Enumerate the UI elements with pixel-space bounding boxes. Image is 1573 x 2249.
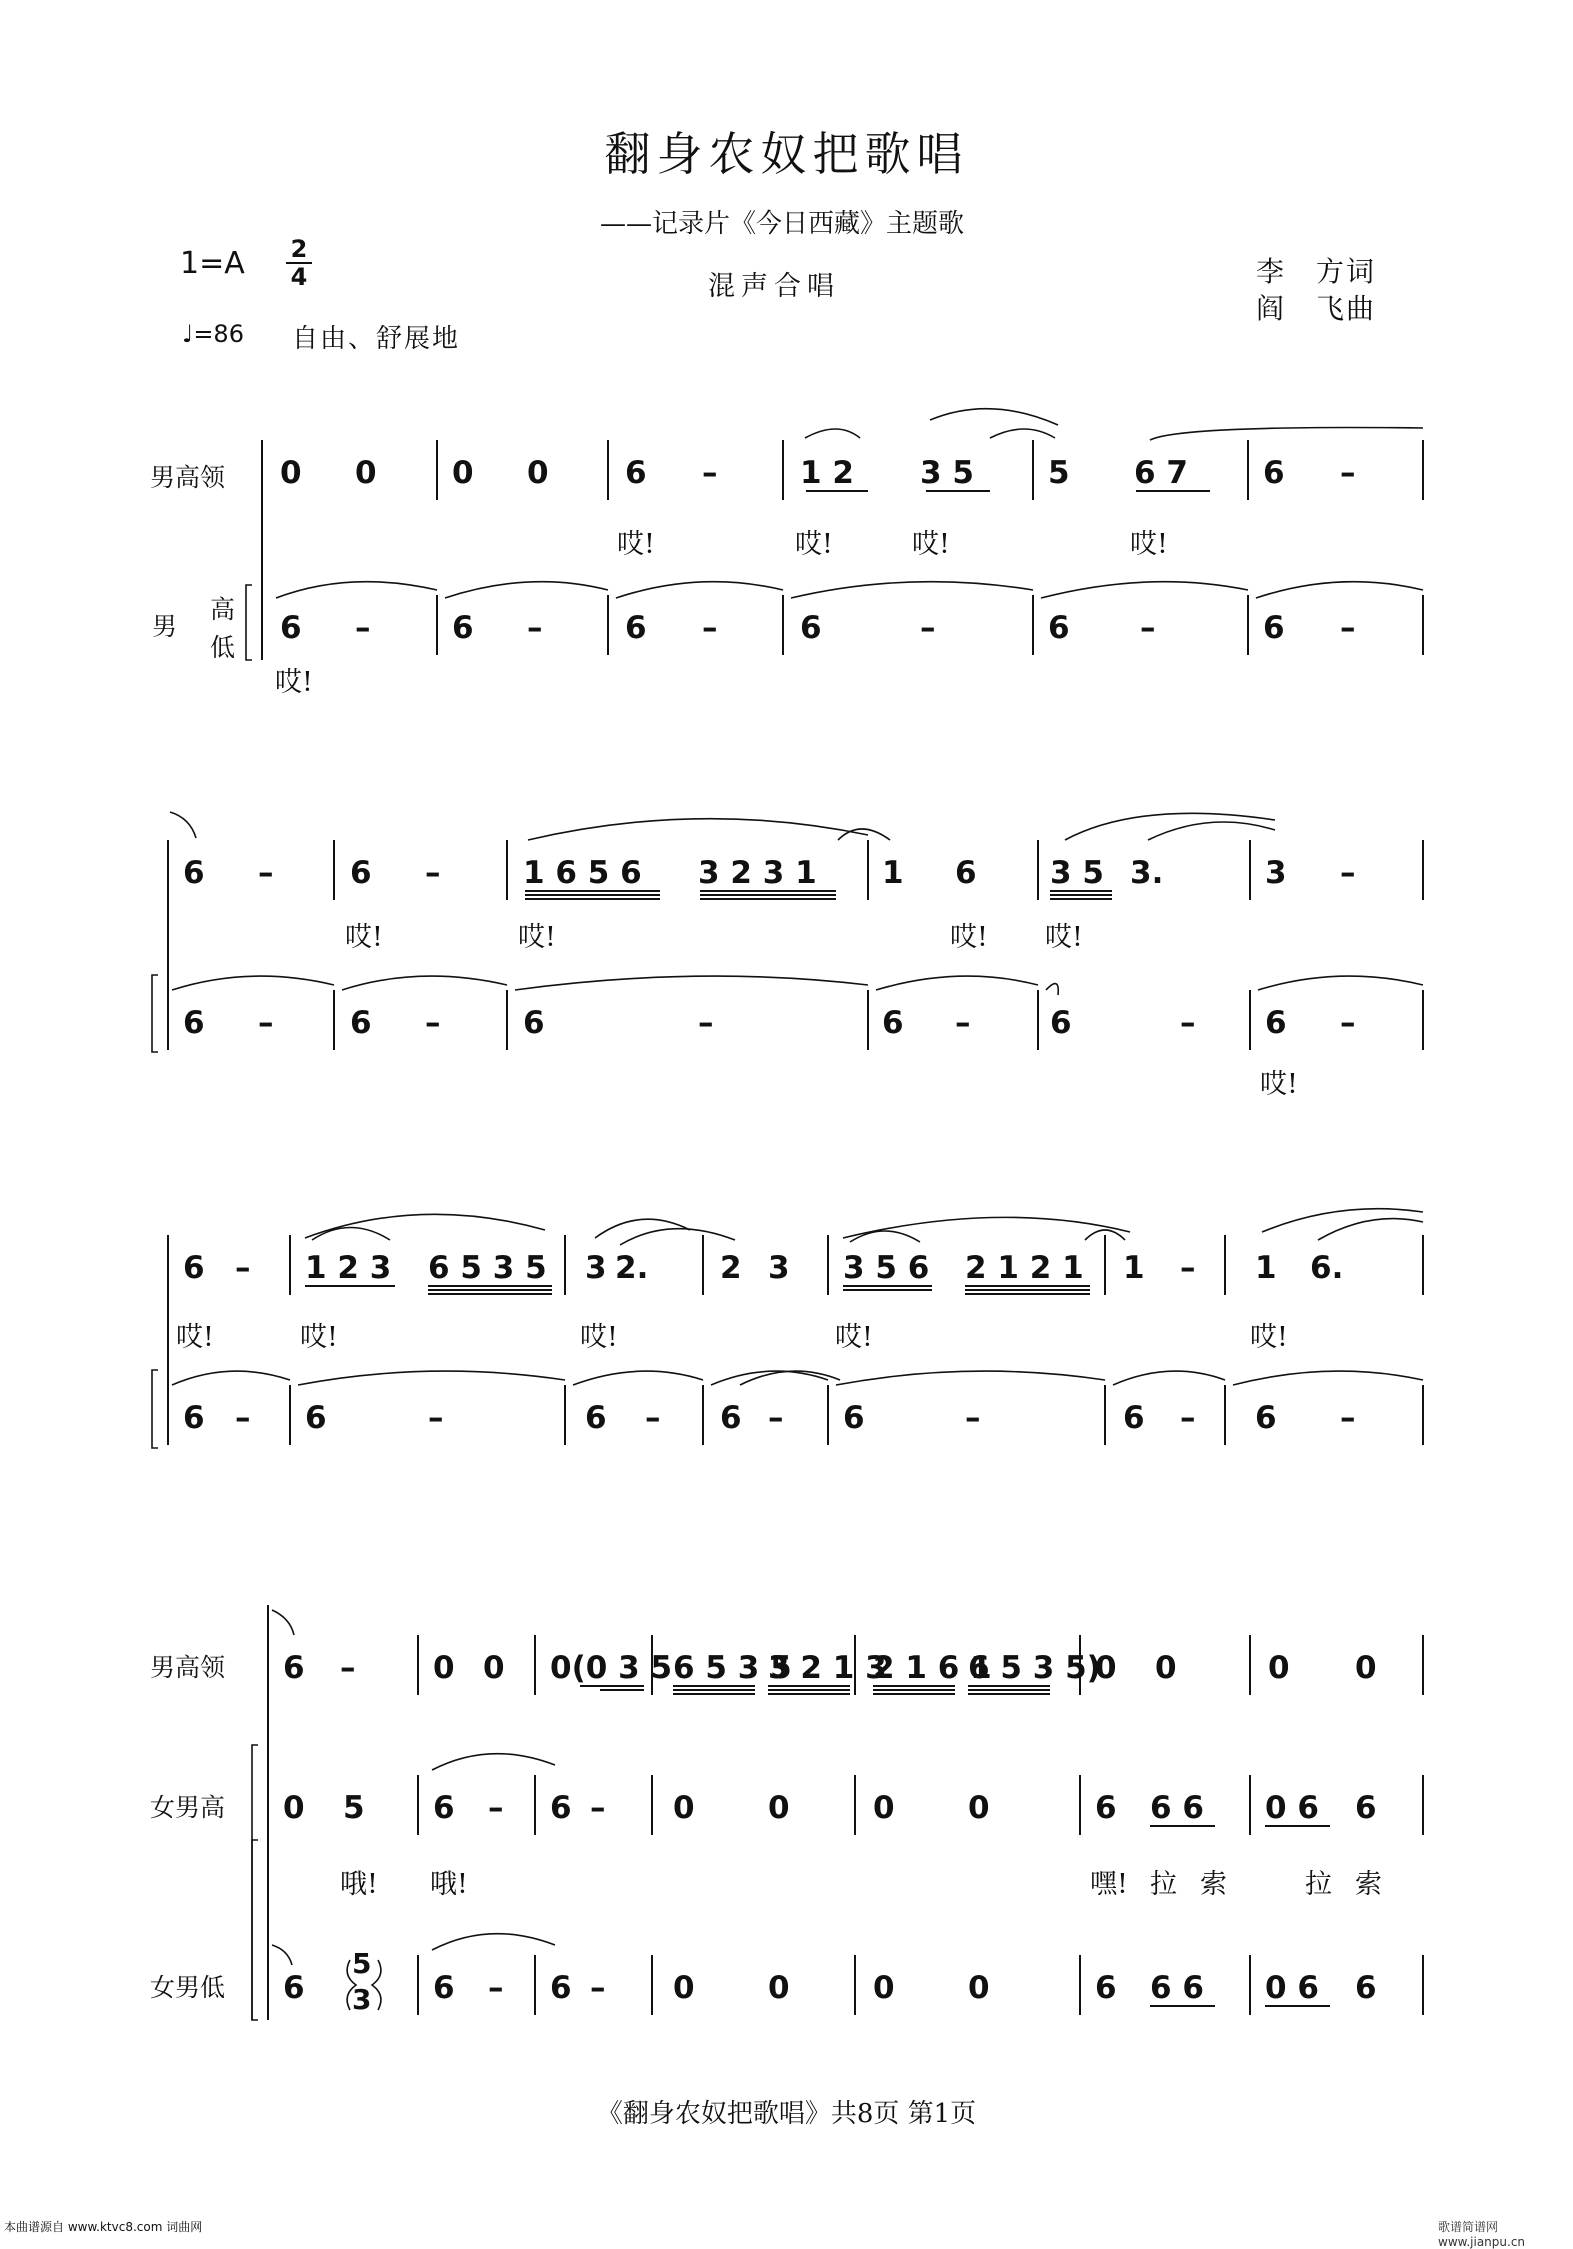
note: 0 bbox=[1095, 1650, 1117, 1686]
note: 6 bbox=[720, 1400, 742, 1436]
note: – bbox=[590, 1790, 606, 1826]
lyric: 哎! bbox=[275, 667, 313, 698]
note: – bbox=[1340, 1400, 1356, 1436]
note: 6 bbox=[305, 1400, 327, 1436]
note: 1 2 bbox=[800, 455, 854, 491]
lyric: 哎! bbox=[912, 529, 950, 560]
note: 0 bbox=[483, 1650, 505, 1686]
note: 0 bbox=[968, 1790, 990, 1826]
key-signature: 1=A bbox=[180, 246, 245, 281]
note: – bbox=[1340, 1005, 1356, 1041]
meter-bottom: 4 bbox=[286, 262, 312, 290]
note: 6 bbox=[1355, 1790, 1377, 1826]
lyric: 哎! bbox=[950, 922, 988, 953]
part-label-female-male-low: 女男低 bbox=[150, 1973, 226, 2002]
note: – bbox=[768, 1400, 784, 1436]
part-label-female-male-high: 女男高 bbox=[150, 1793, 226, 1822]
note: 2 1 2 1 bbox=[965, 1250, 1084, 1286]
lyric: 哎! bbox=[795, 529, 833, 560]
note: 6 bbox=[550, 1790, 572, 1826]
note: 3 2 1 3 bbox=[768, 1650, 887, 1686]
note: – bbox=[1180, 1250, 1196, 1286]
note: – bbox=[355, 610, 371, 646]
note: 6 bbox=[1263, 610, 1285, 646]
lyric: 拉 bbox=[1150, 1869, 1177, 1900]
note: 0 bbox=[873, 1970, 895, 2006]
note: 6 5 3 5 bbox=[673, 1650, 792, 1686]
note: – bbox=[425, 855, 441, 891]
note: – bbox=[235, 1400, 251, 1436]
note: 0 6 bbox=[1265, 1970, 1319, 2006]
note: – bbox=[488, 1970, 504, 2006]
note: 6 6 bbox=[1150, 1970, 1204, 2006]
note: 6 bbox=[350, 1005, 372, 1041]
note: 6 bbox=[800, 610, 822, 646]
note: 6 bbox=[433, 1970, 455, 2006]
note: – bbox=[527, 610, 543, 646]
lyric: 哎! bbox=[176, 1322, 214, 1353]
note: – bbox=[258, 855, 274, 891]
lyric: 哎! bbox=[518, 922, 556, 953]
note: 3 bbox=[1265, 855, 1287, 891]
lyric: 索 bbox=[1200, 1869, 1227, 1900]
note: 6 bbox=[1263, 455, 1285, 491]
note: 6 bbox=[1255, 1400, 1277, 1436]
note: 3 bbox=[768, 1250, 790, 1286]
note: 6 5 3 5) bbox=[968, 1650, 1101, 1686]
note: 6 5 3 5 bbox=[428, 1250, 547, 1286]
note: – bbox=[702, 610, 718, 646]
note: 0(0 3 5 bbox=[550, 1650, 673, 1686]
note: – bbox=[1340, 855, 1356, 891]
note: 0 bbox=[673, 1790, 695, 1826]
lyric: 哎! bbox=[1045, 922, 1083, 953]
note: 3 5 bbox=[1050, 855, 1104, 891]
note: 0 bbox=[768, 1790, 790, 1826]
note: – bbox=[488, 1790, 504, 1826]
note: 6 bbox=[1355, 1970, 1377, 2006]
note: – bbox=[702, 455, 718, 491]
lyric: 哎! bbox=[1130, 529, 1168, 560]
note: 1 bbox=[882, 855, 904, 891]
note: – bbox=[590, 1970, 606, 2006]
note: 6 bbox=[882, 1005, 904, 1041]
part-label-male: 男 bbox=[152, 612, 178, 641]
part-label-male-lead: 男高领 bbox=[150, 463, 226, 492]
note: 6 bbox=[955, 855, 977, 891]
note: – bbox=[1340, 455, 1356, 491]
note: 6 bbox=[283, 1650, 305, 1686]
note: 6 bbox=[843, 1400, 865, 1436]
lyricist-credit: 李 方词 bbox=[1256, 255, 1377, 288]
note: 0 bbox=[280, 455, 302, 491]
composer-credit: 阎 飞曲 bbox=[1256, 292, 1377, 325]
lyric: 嘿! bbox=[1090, 1869, 1128, 1900]
lyric: 哎! bbox=[1260, 1069, 1298, 1100]
note: – bbox=[1340, 610, 1356, 646]
note: 2 1 6 1 bbox=[873, 1650, 992, 1686]
note: 0 bbox=[1268, 1650, 1290, 1686]
note: 6 bbox=[183, 855, 205, 891]
note: 1 bbox=[1123, 1250, 1145, 1286]
note: – bbox=[425, 1005, 441, 1041]
note: 6 bbox=[280, 610, 302, 646]
note: 0 bbox=[283, 1790, 305, 1826]
note: – bbox=[235, 1250, 251, 1286]
note: 6 bbox=[283, 1970, 305, 2006]
tempo-description: 自由、舒展地 bbox=[292, 324, 461, 354]
lyric: 拉 bbox=[1305, 1869, 1332, 1900]
lyric: 索 bbox=[1355, 1869, 1382, 1900]
note: 6 6 bbox=[1150, 1790, 1204, 1826]
note: – bbox=[1180, 1005, 1196, 1041]
part-label-low: 低 bbox=[210, 633, 236, 662]
note: 6 bbox=[1095, 1970, 1117, 2006]
note: 6 bbox=[1265, 1005, 1287, 1041]
note: 6 bbox=[183, 1005, 205, 1041]
note: 2 bbox=[720, 1250, 742, 1286]
part-label-high: 高 bbox=[210, 595, 236, 624]
tempo-mark: ♩=86 bbox=[182, 320, 244, 348]
note: – bbox=[258, 1005, 274, 1041]
lyric: 哦! bbox=[430, 1869, 468, 1900]
note: 0 bbox=[673, 1970, 695, 2006]
note: 6. bbox=[1310, 1250, 1344, 1286]
page-subtitle: ——记录片《今日西藏》主题歌 bbox=[600, 209, 965, 239]
note: 5 bbox=[343, 1790, 365, 1826]
note: 6 bbox=[625, 455, 647, 491]
note: 0 6 bbox=[1265, 1790, 1319, 1826]
note: 1 6 5 6 bbox=[523, 855, 642, 891]
note: 6 bbox=[350, 855, 372, 891]
note: 2. bbox=[615, 1250, 649, 1286]
note: – bbox=[1180, 1400, 1196, 1436]
note: 0 bbox=[527, 455, 549, 491]
note: 6 bbox=[585, 1400, 607, 1436]
note: 0 bbox=[355, 455, 377, 491]
lyric: 哎! bbox=[300, 1322, 338, 1353]
note: 6 bbox=[625, 610, 647, 646]
note: 6 7 bbox=[1134, 455, 1188, 491]
note: 0 bbox=[768, 1970, 790, 2006]
note: 1 2 3 bbox=[305, 1250, 392, 1286]
note: 3 bbox=[352, 1983, 372, 2016]
note: 6 bbox=[183, 1400, 205, 1436]
note: 3 5 6 bbox=[843, 1250, 930, 1286]
note: 6 bbox=[452, 610, 474, 646]
lyric: 哎! bbox=[580, 1322, 618, 1353]
note: 3. bbox=[1130, 855, 1164, 891]
lyric: 哎! bbox=[345, 922, 383, 953]
note: 1 bbox=[1255, 1250, 1277, 1286]
lyric: 哎! bbox=[1250, 1322, 1288, 1353]
note: 6 bbox=[1123, 1400, 1145, 1436]
note: 5 bbox=[352, 1947, 372, 1980]
note: 0 bbox=[968, 1970, 990, 2006]
note: – bbox=[965, 1400, 981, 1436]
note: 6 bbox=[1095, 1790, 1117, 1826]
watermark-left: 本曲谱源自 www.ktvc8.com 词曲网 bbox=[4, 2220, 203, 2234]
note: – bbox=[955, 1005, 971, 1041]
lyric: 哎! bbox=[617, 529, 655, 560]
note: 0 bbox=[433, 1650, 455, 1686]
note: 6 bbox=[523, 1005, 545, 1041]
note: 6 bbox=[1048, 610, 1070, 646]
page-footer: 《翻身农奴把歌唱》共8页 第1页 bbox=[596, 2099, 977, 2129]
note: 0 bbox=[1355, 1650, 1377, 1686]
note: – bbox=[1140, 610, 1156, 646]
note: – bbox=[920, 610, 936, 646]
lyric: 哎! bbox=[835, 1322, 873, 1353]
note: 6 bbox=[433, 1790, 455, 1826]
note: – bbox=[428, 1400, 444, 1436]
note: – bbox=[698, 1005, 714, 1041]
lyric: 哦! bbox=[340, 1869, 378, 1900]
note: 3 2 3 1 bbox=[698, 855, 817, 891]
note: 0 bbox=[1155, 1650, 1177, 1686]
meter-top: 2 bbox=[290, 235, 308, 263]
note: 6 bbox=[550, 1970, 572, 2006]
style-label: 混声合唱 bbox=[708, 271, 840, 302]
page-title: 翻身农奴把歌唱 bbox=[604, 127, 969, 181]
note: – bbox=[340, 1650, 356, 1686]
part-label-male-lead-2: 男高领 bbox=[150, 1653, 226, 1682]
note: 0 bbox=[452, 455, 474, 491]
note: 3 5 bbox=[920, 455, 974, 491]
note: – bbox=[645, 1400, 661, 1436]
watermark-right: 歌谱简谱网 www.jianpu.cn bbox=[1438, 2220, 1526, 2249]
note: 6 bbox=[183, 1250, 205, 1286]
note: 0 bbox=[873, 1790, 895, 1826]
note: 6 bbox=[1050, 1005, 1072, 1041]
note: 5 bbox=[1048, 455, 1070, 491]
note: 3 bbox=[585, 1250, 607, 1286]
